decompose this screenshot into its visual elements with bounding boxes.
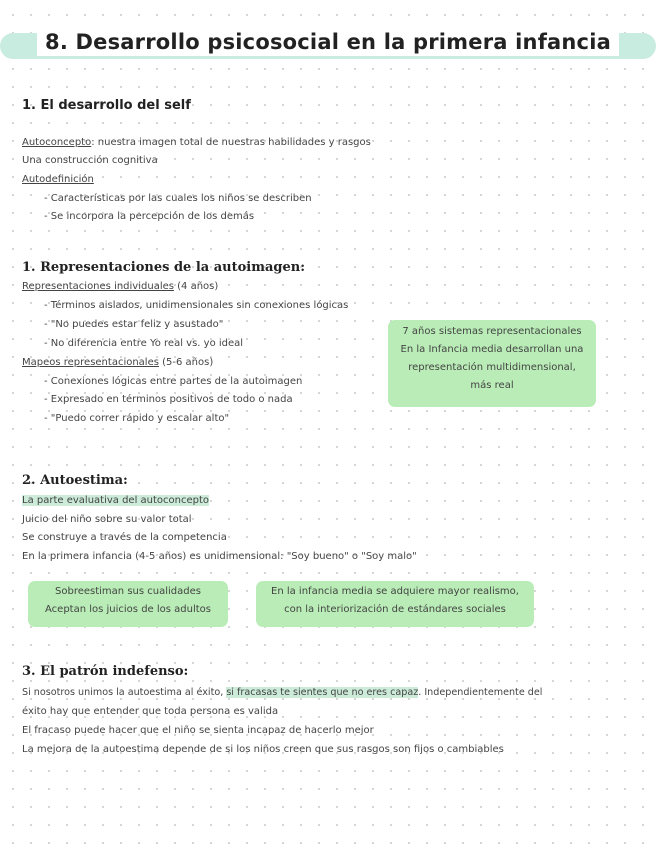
mapeos-label: Mapeos representacionales — [22, 357, 159, 368]
autoconcepto-line — [22, 137, 371, 148]
autoestima-line — [22, 495, 209, 506]
callout-line: más real — [470, 380, 514, 391]
autoestima-line: En la primera infancia (4-5 años) es unidimensional: "Soy bueno" o "Soy malo" — [22, 551, 417, 562]
callout-infancia-media — [256, 581, 534, 627]
page-title-text: 8. Desarrollo psicosocial en la primera infancia — [37, 28, 619, 56]
callout-sobreestiman — [28, 581, 228, 627]
rep-individuales-label: Representaciones individuales — [22, 281, 174, 292]
rep-individuales-line — [22, 281, 218, 292]
patron-line: éxito hay que entender que toda persona es valida — [22, 706, 279, 717]
mapeos-line — [22, 357, 213, 368]
autoestima-highlight: La parte evaluativa del autoconcepto — [22, 495, 210, 506]
autoconcepto-text: : nuestra imagen total de nuestras habilidades y rasgos — [91, 137, 371, 148]
callout-line: Sobreestiman sus cualidades — [55, 586, 201, 597]
section-heading-autoestima: 2. Autoestima: — [22, 473, 128, 488]
section-heading-patron-indefenso: 3. El patrón indefenso: — [22, 664, 189, 679]
patron-line: La mejora de la autoestima depende de si los niños creen que sus rasgos son fijos o cambiables — [22, 744, 504, 755]
bullet-item: - "Puedo correr rápido y escalar alto" — [44, 413, 230, 424]
autodefinicion-label: Autodefinición — [22, 174, 94, 185]
construction-line: Una construcción cognitiva — [22, 155, 158, 166]
patron-line: El fracaso puede hacer que el niño se sienta incapaz de hacerlo mejor — [22, 725, 374, 736]
bullet-item: - Expresado en términos positivos de todo o nada — [44, 394, 293, 405]
bullet-item: - Conexiones lógicas entre partes de la autoimagen — [44, 376, 303, 387]
callout-line: con la interiorización de estándares sociales — [284, 604, 506, 615]
bullet-item: - Características por las cuales los niños se describen — [44, 193, 312, 204]
bullet-item: - "No puedes estar feliz y asustado" — [44, 319, 224, 330]
patron-line — [22, 687, 542, 698]
page-title — [0, 28, 656, 56]
callout-sistemas-representacionales — [388, 320, 596, 407]
mapeos-age: (5-6 años) — [158, 357, 214, 368]
callout-line: Aceptan los juicios de los adultos — [45, 604, 211, 615]
section-heading-self: 1. El desarrollo del self — [22, 98, 191, 113]
patron-highlight: si fracasas te sientes que no eres capaz — [226, 687, 419, 698]
callout-line: representación multidimensional, — [408, 362, 576, 373]
callout-line: En la Infancia media desarrollan una — [400, 344, 584, 355]
autoestima-line: Juicio del niño sobre su valor total — [22, 514, 192, 525]
bullet-item: - No diferencia entre Yo real vs. yo ideal — [44, 338, 244, 349]
autoconcepto-label: Autoconcepto — [22, 137, 92, 148]
rep-individuales-age: (4 años) — [173, 281, 219, 292]
patron-text-a: Si nosotros unimos la autoestima al éxito, — [22, 687, 227, 698]
patron-text-b: . Independientemente del — [418, 687, 543, 698]
callout-line: En la infancia media se adquiere mayor realismo, — [271, 586, 519, 597]
section-heading-representaciones: 1. Representaciones de la autoimagen: — [22, 260, 305, 275]
callout-line: 7 años sistemas representacionales — [402, 326, 582, 337]
autoestima-line: Se construye a través de la competencia — [22, 532, 227, 543]
bullet-item: - Se incorpora la percepción de los demás — [44, 211, 255, 222]
bullet-item: - Términos aislados, unidimensionales sin conexiones lógicas — [44, 300, 349, 311]
